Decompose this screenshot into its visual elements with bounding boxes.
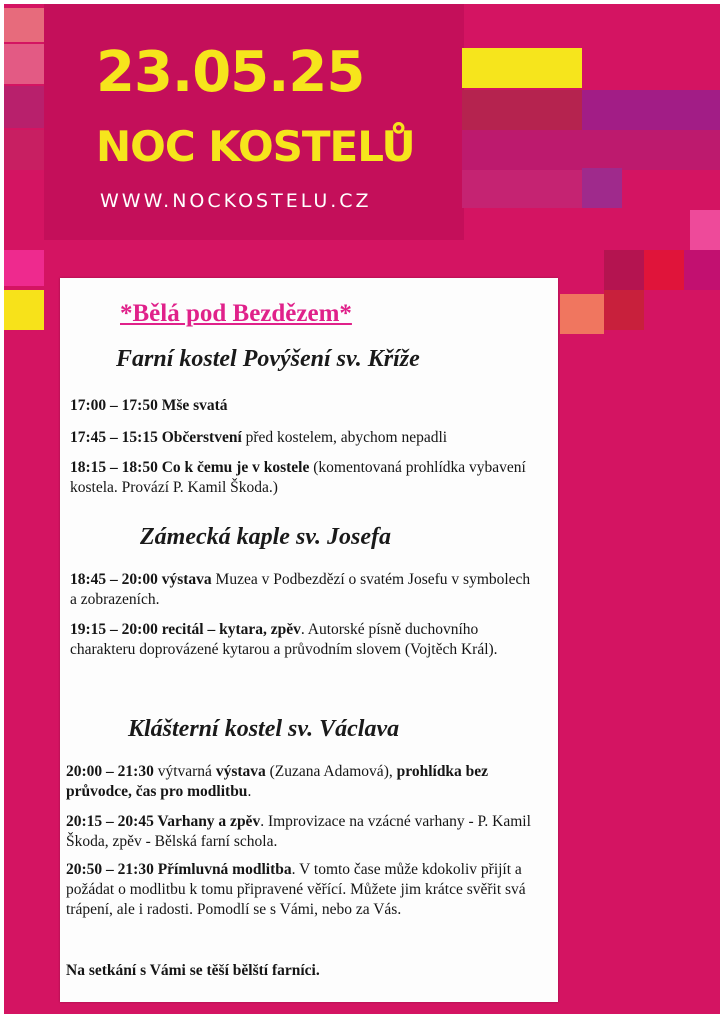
decor-square — [684, 250, 720, 290]
footer-note: Na setkání s Vámi se těší bělští farníci. — [66, 962, 320, 979]
item-highlight: prohlídka bez průvodce, čas pro modlitbu — [66, 763, 489, 800]
item-desc: výtvarná — [153, 763, 216, 780]
decor-square — [4, 290, 44, 330]
decor-square — [644, 250, 684, 290]
item-highlight: výstava — [215, 763, 266, 780]
decor-square — [462, 130, 720, 170]
decor-square — [4, 44, 44, 84]
program-item — [70, 570, 540, 610]
website-link[interactable]: WWW.NOCKOSTELU.CZ — [100, 190, 372, 212]
program-item — [66, 762, 536, 802]
event-title: NOC KOSTELŮ — [96, 122, 415, 171]
item-time: 18:15 – 18:50 Co k čemu je v kostele — [70, 459, 310, 476]
decor-square — [582, 168, 622, 208]
item-time: 18:45 – 20:00 výstava — [70, 571, 212, 588]
venue-heading: Farní kostel Povýšení sv. Kříže — [116, 346, 420, 372]
program-item — [70, 396, 540, 416]
town-heading: *Bělá pod Bezdězem* — [120, 300, 352, 327]
item-time: 20:50 – 21:30 Přímluvná modlitba — [66, 861, 292, 878]
decor-square — [462, 170, 582, 208]
venue-heading: Klášterní kostel sv. Václava — [128, 716, 400, 742]
item-time: 17:00 – 17:50 Mše svatá — [70, 397, 228, 414]
decor-square — [690, 210, 720, 250]
item-desc: . Improvizace na vzácné varhany - P. Kamil Škoda, zpěv - Bělská farní schola. — [66, 813, 531, 850]
item-time: 20:15 – 20:45 Varhany a zpěv — [66, 813, 261, 830]
program-sheet — [60, 278, 558, 1002]
poster — [4, 4, 720, 1014]
item-desc: před kostelem, abychom nepadli — [241, 429, 448, 446]
decor-square — [560, 294, 604, 334]
decor-square — [4, 130, 44, 170]
event-date: 23.05.25 — [96, 40, 365, 105]
item-desc: . Autorské písně duchovního charakteru doprovázené kytarou a průvodním slovem (Vojtěch Král). — [70, 621, 498, 658]
decor-square — [462, 90, 582, 130]
decor-square — [604, 250, 644, 290]
item-time: 17:45 – 15:15 Občerstvení — [70, 429, 242, 446]
program-item — [70, 458, 540, 498]
item-desc: (komentovaná prohlídka vybavení kostela. Provází P. Kamil Škoda.) — [70, 459, 526, 496]
item-desc: . V tomto čase může kdokoliv přijít a požádat o modlitbu k tomu připravené věřící. Můžete jim krátce svěřit svá trápení, ale i radosti. Pomodlí se s Vámi, nebo za Vás. — [66, 861, 526, 918]
decor-square — [604, 290, 644, 330]
item-time: 19:15 – 20:00 recitál – kytara, zpěv — [70, 621, 301, 638]
decor-square — [4, 250, 44, 286]
item-desc: Muzea v Podbezdězí o svatém Josefu v symbolech a zobrazeních. — [70, 571, 531, 608]
decor-square — [462, 48, 582, 88]
item-desc: . — [247, 783, 252, 800]
program-item — [66, 860, 546, 920]
decor-square — [4, 86, 44, 128]
program-item — [70, 620, 530, 660]
item-time: 20:00 – 21:30 — [66, 763, 154, 780]
decor-square — [582, 90, 720, 130]
program-item — [70, 428, 540, 448]
item-desc: (Zuzana Adamová), — [265, 763, 397, 780]
program-item — [66, 812, 546, 852]
venue-heading: Zámecká kaple sv. Josefa — [140, 524, 392, 550]
decor-square — [4, 8, 44, 42]
